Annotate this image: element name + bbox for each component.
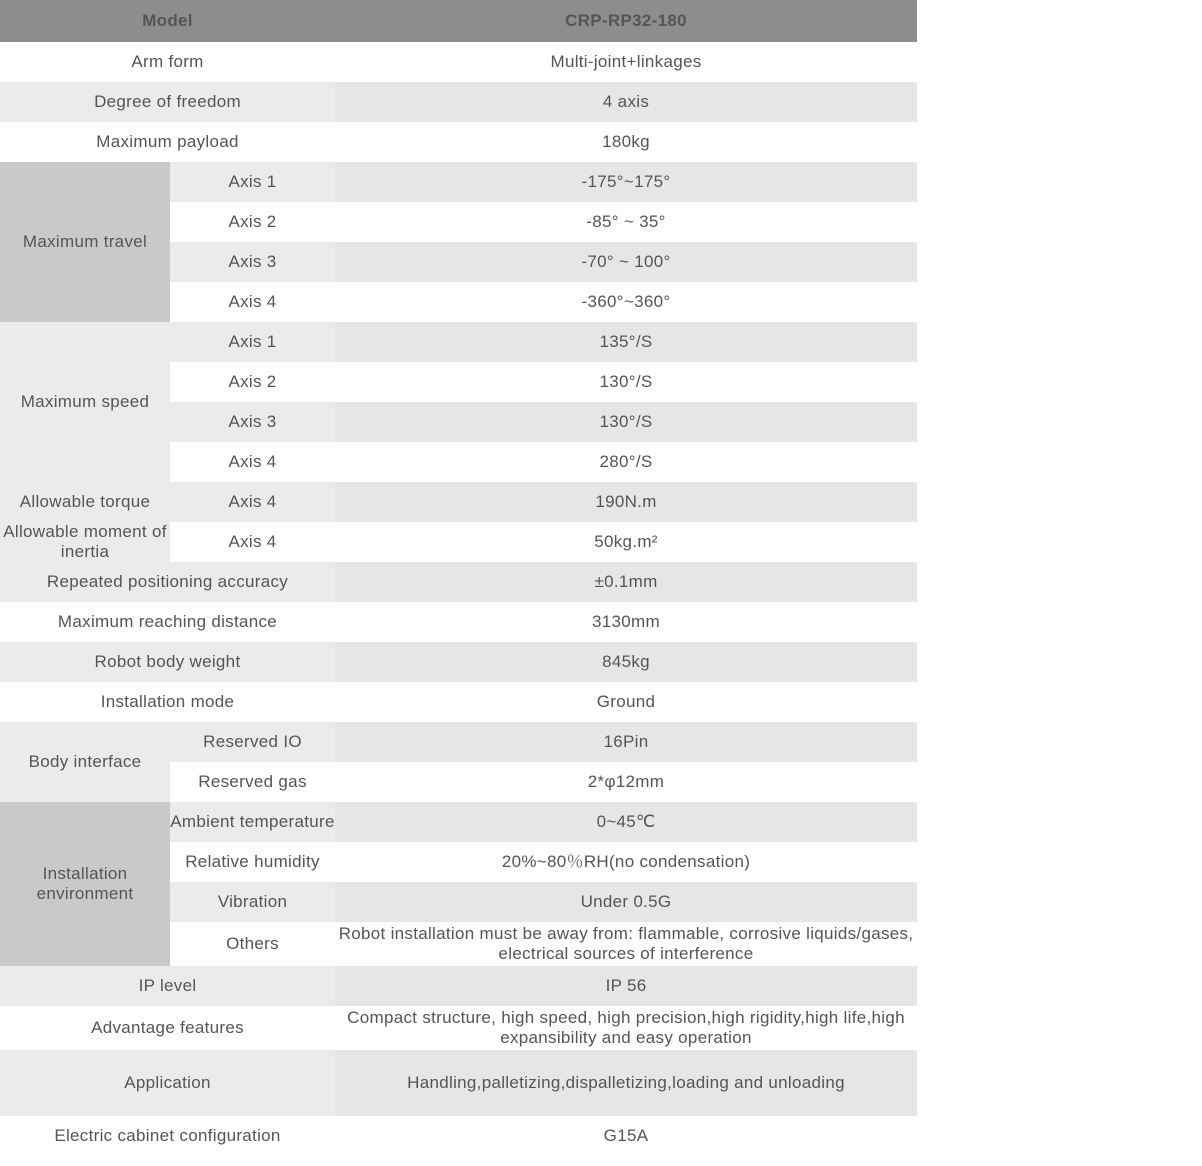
sub-label-travel-axis3: Axis 3: [170, 242, 335, 282]
spacer-cell: [917, 642, 1202, 682]
table-row: [0, 682, 1202, 722]
row-value-travel-axis1: -175°~175°: [335, 162, 917, 202]
sub-label-vibration: Vibration: [170, 882, 335, 922]
row-value-degree-of-freedom: 4 axis: [335, 82, 917, 122]
row-label-advantage-features: Advantage features: [0, 1006, 335, 1050]
header-model-value: CRP-RP32-180: [335, 0, 917, 42]
spacer-cell: [917, 522, 1202, 562]
table-row: [0, 42, 1202, 82]
row-value-installation-mode: Ground: [335, 682, 917, 722]
table-row: [0, 882, 1202, 922]
table-row: [0, 282, 1202, 322]
row-value-repeated-positioning-accuracy: ±0.1mm: [335, 562, 917, 602]
row-value-others: Robot installation must be away from: flammable, corrosive liquids/gases, electrical sources of interference: [335, 922, 917, 966]
row-value-robot-body-weight: 845kg: [335, 642, 917, 682]
sub-label-travel-axis4: Axis 4: [170, 282, 335, 322]
table-row: [0, 966, 1202, 1006]
sub-label-torque-axis4: Axis 4: [170, 482, 335, 522]
spacer-cell: [917, 1116, 1202, 1156]
sub-label-speed-axis2: Axis 2: [170, 362, 335, 402]
spacer-cell: [917, 966, 1202, 1006]
spacer-cell: [917, 162, 1202, 202]
sub-label-reserved-gas: Reserved gas: [170, 762, 335, 802]
row-value-reserved-io: 16Pin: [335, 722, 917, 762]
table-row: [0, 122, 1202, 162]
table-row: [0, 762, 1202, 802]
group-label-maximum-travel: Maximum travel: [0, 162, 170, 322]
sub-label-others: Others: [170, 922, 335, 966]
table-row: [0, 82, 1202, 122]
table-row: [0, 1116, 1202, 1156]
row-value-travel-axis2: -85° ~ 35°: [335, 202, 917, 242]
group-label-allowable-moment-of-inertia: Allowable moment of inertia: [0, 522, 170, 562]
sub-label-moment-axis4: Axis 4: [170, 522, 335, 562]
sub-label-travel-axis1: Axis 1: [170, 162, 335, 202]
table-row: [0, 842, 1202, 882]
row-value-ip-level: IP 56: [335, 966, 917, 1006]
row-value-speed-axis1: 135°/S: [335, 322, 917, 362]
table-row: [0, 162, 1202, 202]
table-row: [0, 722, 1202, 762]
row-value-moment-axis4: 50kg.m²: [335, 522, 917, 562]
group-label-body-interface: Body interface: [0, 722, 170, 802]
row-value-application: Handling,palletizing,dispalletizing,loading and unloading: [335, 1050, 917, 1116]
row-label-arm-form: Arm form: [0, 42, 335, 82]
table-row: [0, 802, 1202, 842]
spacer-cell: [917, 242, 1202, 282]
row-label-application: Application: [0, 1050, 335, 1116]
spacer-cell: [917, 1050, 1202, 1116]
spacer-cell: [917, 202, 1202, 242]
row-value-maximum-payload: 180kg: [335, 122, 917, 162]
spacer-cell: [917, 482, 1202, 522]
sub-label-speed-axis4: Axis 4: [170, 442, 335, 482]
row-value-vibration: Under 0.5G: [335, 882, 917, 922]
group-label-installation-environment: Installation environment: [0, 802, 170, 966]
spacer-cell: [917, 842, 1202, 882]
group-label-allowable-torque: Allowable torque: [0, 482, 170, 522]
table-row: [0, 202, 1202, 242]
row-label-repeated-positioning-accuracy: Repeated positioning accuracy: [0, 562, 335, 602]
row-value-relative-humidity: 20%~80％RH(no condensation): [335, 842, 917, 882]
sub-label-speed-axis1: Axis 1: [170, 322, 335, 362]
spacer-cell: [917, 322, 1202, 362]
row-label-maximum-reaching-distance: Maximum reaching distance: [0, 602, 335, 642]
spacer-cell: [917, 42, 1202, 82]
spacer-cell: [917, 762, 1202, 802]
table-row: [0, 1006, 1202, 1050]
row-value-travel-axis4: -360°~360°: [335, 282, 917, 322]
table-row: [0, 522, 1202, 562]
spacer-cell: [917, 602, 1202, 642]
table-row: [0, 1050, 1202, 1116]
spacer-cell: [917, 402, 1202, 442]
spacer-cell: [917, 682, 1202, 722]
row-value-ambient-temperature: 0~45℃: [335, 802, 917, 842]
row-value-maximum-reaching-distance: 3130mm: [335, 602, 917, 642]
table-row: [0, 322, 1202, 362]
table-row: [0, 562, 1202, 602]
row-label-maximum-payload: Maximum payload: [0, 122, 335, 162]
spacer-cell: [917, 362, 1202, 402]
table-row: [0, 442, 1202, 482]
table-row: [0, 602, 1202, 642]
spacer-cell: [917, 0, 1202, 42]
table-row: [0, 402, 1202, 442]
row-value-arm-form: Multi-joint+linkages: [335, 42, 917, 82]
sub-label-travel-axis2: Axis 2: [170, 202, 335, 242]
spacer-cell: [917, 562, 1202, 602]
spacer-cell: [917, 82, 1202, 122]
spacer-cell: [917, 922, 1202, 966]
row-value-speed-axis4: 280°/S: [335, 442, 917, 482]
table-row: [0, 362, 1202, 402]
sub-label-ambient-temperature: Ambient temperature: [170, 802, 335, 842]
spacer-cell: [917, 802, 1202, 842]
row-value-reserved-gas: 2*φ12mm: [335, 762, 917, 802]
row-label-electric-cabinet-configuration: Electric cabinet configuration: [0, 1116, 335, 1156]
row-value-speed-axis2: 130°/S: [335, 362, 917, 402]
table-row: [0, 922, 1202, 966]
spacer-cell: [917, 122, 1202, 162]
row-label-ip-level: IP level: [0, 966, 335, 1006]
table-row: [0, 642, 1202, 682]
row-value-electric-cabinet-configuration: G15A: [335, 1116, 917, 1156]
row-value-advantage-features: Compact structure, high speed, high precision,high rigidity,high life,high expansibility and easy operation: [335, 1006, 917, 1050]
sub-label-reserved-io: Reserved IO: [170, 722, 335, 762]
row-value-speed-axis3: 130°/S: [335, 402, 917, 442]
spacer-cell: [917, 442, 1202, 482]
table-row: [0, 242, 1202, 282]
row-label-installation-mode: Installation mode: [0, 682, 335, 722]
row-value-torque-axis4: 190N.m: [335, 482, 917, 522]
spacer-cell: [917, 282, 1202, 322]
spacer-cell: [917, 722, 1202, 762]
spacer-cell: [917, 1006, 1202, 1050]
table-row: [0, 482, 1202, 522]
row-label-degree-of-freedom: Degree of freedom: [0, 82, 335, 122]
table-header-row: [0, 0, 1202, 42]
group-label-maximum-speed: Maximum speed: [0, 322, 170, 482]
spacer-cell: [917, 882, 1202, 922]
sub-label-speed-axis3: Axis 3: [170, 402, 335, 442]
header-model-label: Model: [0, 0, 335, 42]
row-label-robot-body-weight: Robot body weight: [0, 642, 335, 682]
row-value-travel-axis3: -70° ~ 100°: [335, 242, 917, 282]
sub-label-relative-humidity: Relative humidity: [170, 842, 335, 882]
